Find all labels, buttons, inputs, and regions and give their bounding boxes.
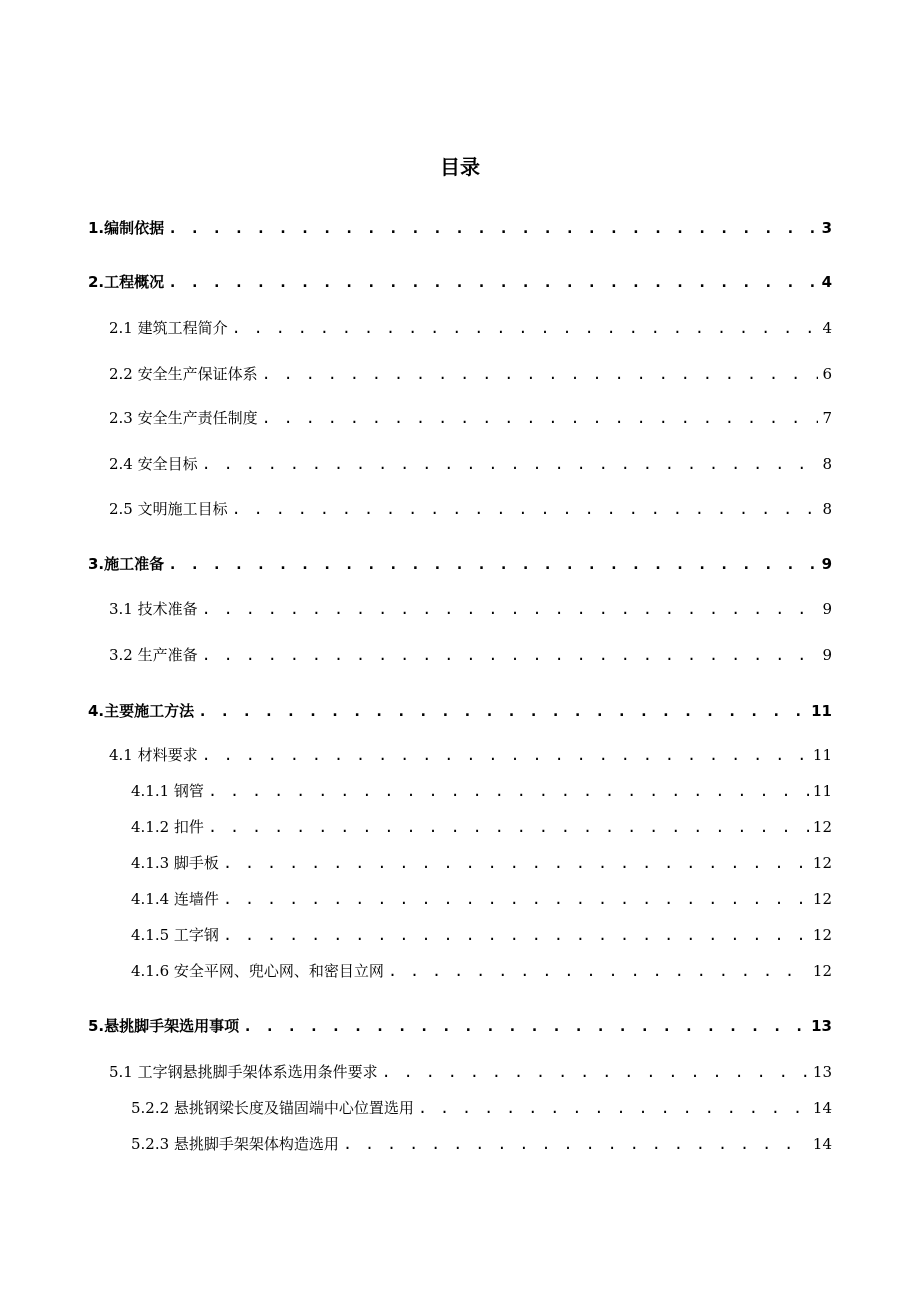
toc-entry-label: 4.1 材料要求 — [109, 746, 198, 764]
toc-entry-2[interactable] — [0, 270, 920, 294]
toc-entry-5-2-2[interactable] — [0, 1096, 920, 1120]
toc-page-number: 11 — [812, 782, 832, 800]
toc-page-number: 9 — [822, 646, 832, 664]
toc-page-number: 13 — [812, 1063, 832, 1081]
toc-entry-label: 3.1 技术准备 — [109, 600, 198, 618]
toc-dot-leader — [202, 597, 819, 621]
toc-page-number: 12 — [812, 818, 832, 836]
toc-entry-5[interactable] — [0, 1014, 920, 1038]
toc-dot-leader — [232, 316, 819, 340]
toc-dot-leader — [343, 1132, 809, 1156]
toc-entry-label: 3.施工准备 — [88, 555, 165, 573]
toc-entry-label: 4.1.5 工字钢 — [131, 926, 219, 944]
toc-page-number: 4 — [821, 273, 832, 291]
toc-dot-leader — [388, 959, 809, 983]
toc-entry-2-3[interactable] — [0, 406, 920, 430]
toc-dot-leader — [262, 362, 819, 386]
toc-entry-label: 4.1.4 连墙件 — [131, 890, 219, 908]
toc-entry-4-1-6[interactable] — [0, 959, 920, 983]
toc-entry-label: 5.2.3 悬挑脚手架架体构造选用 — [131, 1135, 339, 1153]
toc-entry-label: 4.1.1 钢管 — [131, 782, 204, 800]
toc-dot-leader — [232, 497, 819, 521]
toc-entry-label: 4.1.3 脚手板 — [131, 854, 219, 872]
toc-entry-5-1[interactable] — [0, 1060, 920, 1084]
toc-entry-2-1[interactable] — [0, 316, 920, 340]
toc-page-number: 3 — [821, 219, 832, 237]
toc-dot-leader — [202, 452, 819, 476]
toc-entry-2-5[interactable] — [0, 497, 920, 521]
toc-entry-label: 2.4 安全目标 — [109, 455, 198, 473]
toc-entry-label: 4.1.6 安全平网、兜心网、和密目立网 — [131, 962, 384, 980]
toc-dot-leader — [262, 406, 819, 430]
toc-entry-3[interactable] — [0, 552, 920, 576]
toc-entry-label: 4.主要施工方法 — [88, 702, 195, 720]
toc-dot-leader — [208, 815, 809, 839]
toc-page-number: 9 — [822, 600, 832, 618]
toc-dot-leader — [168, 552, 817, 576]
toc-entry-3-1[interactable] — [0, 597, 920, 621]
toc-entry-label: 2.工程概况 — [88, 273, 165, 291]
toc-page-number: 7 — [822, 409, 832, 427]
toc-dot-leader — [202, 643, 819, 667]
toc-page-number: 12 — [812, 962, 832, 980]
toc-dot-leader — [243, 1014, 807, 1038]
toc-entry-label: 5.悬挑脚手架选用事项 — [88, 1017, 240, 1035]
toc-entry-4-1-4[interactable] — [0, 887, 920, 911]
toc-entry-label: 5.2.2 悬挑钢梁长度及锚固端中心位置选用 — [131, 1099, 414, 1117]
toc-page-number: 6 — [822, 365, 832, 383]
toc-page-number: 8 — [822, 455, 832, 473]
toc-entry-label: 3.2 生产准备 — [109, 646, 198, 664]
toc-dot-leader — [168, 270, 817, 294]
toc-page-number: 12 — [812, 890, 832, 908]
toc-entry-4-1-2[interactable] — [0, 815, 920, 839]
toc-dot-leader — [418, 1096, 809, 1120]
toc-dot-leader — [223, 887, 809, 911]
toc-dot-leader — [223, 851, 809, 875]
toc-page-number: 4 — [822, 319, 832, 337]
toc-entry-4-1-3[interactable] — [0, 851, 920, 875]
toc-entry-label: 5.1 工字钢悬挑脚手架体系选用条件要求 — [109, 1063, 378, 1081]
toc-dot-leader — [202, 743, 809, 767]
toc-entry-2-4[interactable] — [0, 452, 920, 476]
toc-entry-label: 2.5 文明施工目标 — [109, 500, 228, 518]
toc-page-number: 8 — [822, 500, 832, 518]
toc-entry-4-1[interactable] — [0, 743, 920, 767]
toc-entry-4-1-5[interactable] — [0, 923, 920, 947]
toc-page-number: 9 — [821, 555, 832, 573]
toc-entry-label: 2.3 安全生产责任制度 — [109, 409, 258, 427]
toc-entry-label: 1.编制依据 — [88, 219, 165, 237]
toc-dot-leader — [223, 923, 809, 947]
toc-page-number: 11 — [812, 746, 832, 764]
toc-entry-2-2[interactable] — [0, 362, 920, 386]
toc-entry-1[interactable] — [0, 216, 920, 240]
toc-dot-leader — [208, 779, 809, 803]
toc-page-number: 14 — [812, 1099, 832, 1117]
toc-page-number: 12 — [812, 926, 832, 944]
toc-entry-label: 2.2 安全生产保证体系 — [109, 365, 258, 383]
toc-dot-leader — [168, 216, 817, 240]
toc-entry-5-2-3[interactable] — [0, 1132, 920, 1156]
toc-title: 目录 — [440, 155, 480, 179]
toc-entry-4-1-1[interactable] — [0, 779, 920, 803]
toc-page-number: 14 — [812, 1135, 832, 1153]
toc-entry-4[interactable] — [0, 699, 920, 723]
toc-page-number: 11 — [811, 702, 832, 720]
toc-entry-label: 4.1.2 扣件 — [131, 818, 204, 836]
toc-entry-label: 2.1 建筑工程简介 — [109, 319, 228, 337]
toc-page-number: 13 — [811, 1017, 832, 1035]
toc-entry-3-2[interactable] — [0, 643, 920, 667]
toc-page-number: 12 — [812, 854, 832, 872]
toc-dot-leader — [198, 699, 807, 723]
toc-dot-leader — [382, 1060, 809, 1084]
